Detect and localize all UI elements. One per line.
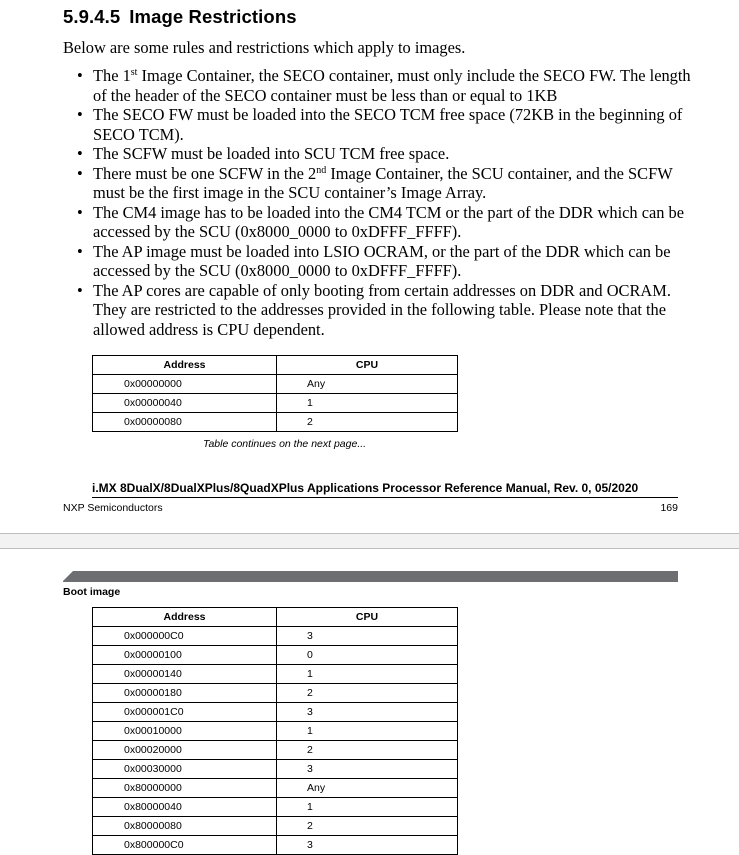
table-row bbox=[93, 413, 458, 432]
table-row bbox=[93, 779, 458, 798]
running-section-label: Boot image bbox=[63, 586, 121, 598]
cell-address: 0x000000C0 bbox=[93, 627, 277, 646]
cell-address: 0x00000040 bbox=[93, 394, 277, 413]
page-separator bbox=[0, 533, 739, 549]
table-row bbox=[93, 627, 458, 646]
rule-text: The SCFW must be loaded into SCU TCM free space. bbox=[93, 144, 450, 163]
footer-company: NXP Semiconductors bbox=[63, 502, 163, 514]
header-bar-notch bbox=[62, 571, 73, 582]
section-number: 5.9.4.5 bbox=[63, 6, 121, 27]
cell-address: 0x00010000 bbox=[93, 722, 277, 741]
cell-address: 0x00000140 bbox=[93, 665, 277, 684]
rule-item bbox=[77, 105, 697, 144]
cell-cpu: 1 bbox=[277, 798, 458, 817]
rule-item bbox=[77, 242, 697, 281]
header-cpu: CPU bbox=[277, 608, 458, 627]
page-header-bar bbox=[63, 571, 678, 582]
cell-address: 0x80000040 bbox=[93, 798, 277, 817]
cell-address: 0x00000080 bbox=[93, 413, 277, 432]
table-row bbox=[93, 684, 458, 703]
bullet-glyph: • bbox=[77, 105, 83, 124]
cell-cpu: 2 bbox=[277, 817, 458, 836]
table-row bbox=[93, 760, 458, 779]
cell-cpu: 3 bbox=[277, 627, 458, 646]
table-row bbox=[93, 703, 458, 722]
footer-divider bbox=[92, 497, 678, 498]
address-table-part1 bbox=[92, 355, 458, 432]
cell-address: 0x80000080 bbox=[93, 817, 277, 836]
table-header-row bbox=[93, 356, 458, 375]
cell-cpu: 2 bbox=[277, 684, 458, 703]
table-continues-note: Table continues on the next page... bbox=[203, 438, 367, 450]
rule-ordinal-suffix: nd bbox=[316, 164, 327, 176]
table-row bbox=[93, 394, 458, 413]
rule-item bbox=[77, 203, 697, 242]
cell-address: 0x800000C0 bbox=[93, 836, 277, 855]
table-row bbox=[93, 722, 458, 741]
rule-text: The CM4 image has to be loaded into the CM4 TCM or the part of the DDR which can be accessed by the SCU (0x8000_0000 to 0xDFFF_FFFF). bbox=[93, 202, 685, 241]
cell-address: 0x00030000 bbox=[93, 760, 277, 779]
bullet-glyph: • bbox=[77, 202, 83, 222]
rule-text-cont: Image Container, the SCU container, and the SCFW must be the first image in the SCU container’s Image Array. bbox=[93, 163, 673, 202]
rule-item bbox=[77, 66, 697, 105]
rule-text: The 1 bbox=[93, 66, 131, 85]
rule-text: The AP cores are capable of only booting from certain addresses on DDR and OCRAM. They are restricted to the addresses provided in the following table. Please note that the allowed address is CPU dependent. bbox=[93, 280, 671, 339]
rule-item bbox=[77, 144, 697, 164]
table-row bbox=[93, 375, 458, 394]
bullet-glyph: • bbox=[77, 241, 83, 261]
footer-manual-title: i.MX 8DualX/8DualXPlus/8QuadXPlus Applications Processor Reference Manual, Rev. 0, 05/2020 bbox=[92, 481, 639, 495]
cell-address: 0x000001C0 bbox=[93, 703, 277, 722]
bullet-glyph: • bbox=[77, 144, 83, 163]
rule-item bbox=[77, 164, 697, 203]
table-row bbox=[93, 741, 458, 760]
cell-cpu: 3 bbox=[277, 836, 458, 855]
rule-text: The SECO FW must be loaded into the SECO TCM free space (72KB in the beginning of SECO TCM). bbox=[93, 105, 683, 144]
section-title: Image Restrictions bbox=[129, 6, 297, 27]
rule-text-cont: Image Container, the SECO container, must only include the SECO FW. The length of the header of the SECO container must be less than or equal to 1KB bbox=[93, 66, 691, 105]
cell-address: 0x00000180 bbox=[93, 684, 277, 703]
bullet-glyph: • bbox=[77, 280, 83, 300]
cell-cpu: 3 bbox=[277, 703, 458, 722]
table-row bbox=[93, 817, 458, 836]
rule-text: There must be one SCFW in the 2 bbox=[93, 163, 317, 183]
header-cpu: CPU bbox=[277, 356, 458, 375]
cell-cpu: 0 bbox=[277, 646, 458, 665]
table-row bbox=[93, 646, 458, 665]
cell-address: 0x80000000 bbox=[93, 779, 277, 798]
cell-address: 0x00000100 bbox=[93, 646, 277, 665]
cell-cpu: 1 bbox=[277, 665, 458, 684]
table-row bbox=[93, 836, 458, 855]
cell-cpu: Any bbox=[277, 779, 458, 798]
address-table-part2 bbox=[92, 607, 458, 855]
cell-cpu: 2 bbox=[277, 413, 458, 432]
rule-text: The AP image must be loaded into LSIO OCRAM, or the part of the DDR which can be accessed by the SCU (0x8000_0000 to 0xDFFF_FFFF). bbox=[93, 241, 671, 280]
cell-address: 0x00020000 bbox=[93, 741, 277, 760]
cell-cpu: 2 bbox=[277, 741, 458, 760]
header-address: Address bbox=[93, 356, 277, 375]
cell-cpu: Any bbox=[277, 375, 458, 394]
cell-cpu: 1 bbox=[277, 394, 458, 413]
cell-address: 0x00000000 bbox=[93, 375, 277, 394]
section-heading bbox=[63, 6, 297, 28]
rules-list bbox=[77, 66, 697, 339]
footer-page-number: 169 bbox=[660, 502, 678, 514]
cell-cpu: 3 bbox=[277, 760, 458, 779]
header-address: Address bbox=[93, 608, 277, 627]
cell-cpu: 1 bbox=[277, 722, 458, 741]
bullet-glyph: • bbox=[77, 163, 83, 183]
rule-ordinal-suffix: st bbox=[130, 67, 138, 78]
intro-paragraph: Below are some rules and restrictions which apply to images. bbox=[63, 38, 466, 57]
bullet-glyph: • bbox=[77, 66, 83, 85]
table-header-row bbox=[93, 608, 458, 627]
rule-item bbox=[77, 281, 697, 340]
table-row bbox=[93, 798, 458, 817]
table-row bbox=[93, 665, 458, 684]
